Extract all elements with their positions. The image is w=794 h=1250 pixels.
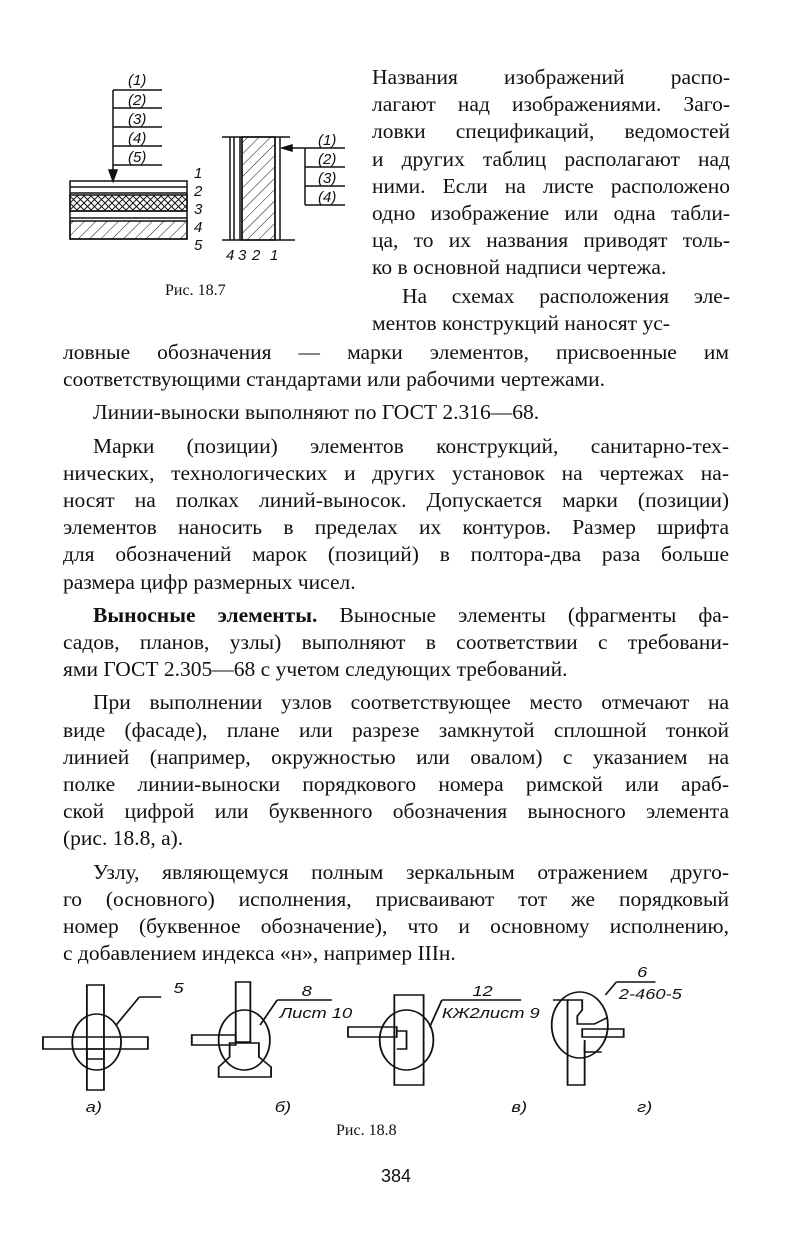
detail-label: г) xyxy=(637,1098,653,1116)
text-line: (рис. 18.8, а). xyxy=(63,826,184,851)
text-line: ями ГОСТ 2.305—68 с учетом следующих требований. xyxy=(63,657,568,682)
paragraph xyxy=(63,339,729,393)
text-line: При выполнении узлов соответствующее место отмечают на xyxy=(93,690,729,715)
paragraph xyxy=(63,859,729,968)
sheet-ref: КЖ2лист 9 xyxy=(441,1004,540,1022)
text-line: виде (фасаде), плане или разрезе замкнутой сплошной тонкой xyxy=(63,717,729,742)
layer-number: 1 xyxy=(194,165,203,182)
detail-mark: 6 xyxy=(637,963,648,981)
layer-number: 2 xyxy=(252,247,261,264)
layer-number: 3 xyxy=(194,201,203,218)
paragraph xyxy=(63,689,729,852)
paragraph xyxy=(63,433,729,596)
leader-label: (1) xyxy=(318,132,337,149)
text-line: ловки спецификаций, ведомостей xyxy=(372,119,730,144)
page-number: 384 xyxy=(381,1166,412,1186)
text-line: ской цифрой или буквенного обозначения выносного элемента xyxy=(63,799,729,824)
text-line: нических, технологических и других установок на чертежах на- xyxy=(63,460,729,485)
layer-number: 4 xyxy=(226,247,235,264)
text-line: элементов наносить в пределах их контуров. Размер шрифта xyxy=(63,515,729,540)
fig-18-8-a xyxy=(43,980,184,1116)
text-line: одно изображение или одна табли- xyxy=(372,201,730,226)
text-line: и других таблиц располагают над xyxy=(372,146,730,171)
text-line: Названия изображений распо- xyxy=(372,65,730,89)
fig-18-8-g xyxy=(552,964,683,1116)
run-in-heading: Выносные элементы. xyxy=(93,602,318,627)
text-line: ними. Если на листе расположено xyxy=(372,173,730,198)
detail-mark: 12 xyxy=(472,982,493,1000)
figure-caption: Рис. 18.8 xyxy=(336,1122,397,1139)
text-line: На схемах расположения эле- xyxy=(402,283,730,308)
layer-number: 1 xyxy=(270,247,279,264)
text-line xyxy=(63,602,729,629)
paragraph xyxy=(63,602,729,684)
side-text-column xyxy=(372,64,730,337)
text-line: Узлу, являющемуся полным зеркальным отражением друго- xyxy=(93,859,729,884)
detail-label: а) xyxy=(85,1098,102,1116)
text-line: соответствующими стандартами или рабочими чертежами. xyxy=(63,367,605,392)
text-line: ца, то их названия приводят толь- xyxy=(372,228,730,253)
text-line: ко в основной надписи чертежа. xyxy=(372,255,667,280)
text-line: полке линии-выноски порядкового номера римской или араб- xyxy=(63,772,729,797)
leader-label: (2) xyxy=(128,92,147,109)
text-line: носят на полках линий-выносок. Допускается марки (позиции) xyxy=(63,488,729,513)
text-line: го (основного) исполнения, присваивают тот же порядковый xyxy=(63,886,729,911)
fig-18-8-v xyxy=(348,983,540,1116)
text-line: садов, планов, узлы) выполняют в соответствии с требовани- xyxy=(63,630,729,655)
main-text xyxy=(63,339,729,967)
layer-number: 4 xyxy=(194,219,203,236)
text-line: Линии-выноски выполняют по ГОСТ 2.316—68. xyxy=(93,400,540,425)
detail-label: в) xyxy=(511,1098,528,1116)
layer-number: 3 xyxy=(238,247,247,264)
detail-mark: 5 xyxy=(173,979,184,997)
text-line: лагают над изображениями. Заго- xyxy=(372,92,730,117)
text-line: с добавлением индекса «н», например IIIн. xyxy=(63,941,456,966)
text-line: номер (буквенное обозначение), что и основному исполнению, xyxy=(63,914,729,939)
fig-18-7-floor-section xyxy=(70,72,203,254)
fig-18-8-b xyxy=(192,982,353,1116)
detail-label: б) xyxy=(274,1098,292,1116)
detail-mark: 8 xyxy=(301,982,312,1000)
text-run: Выносные элементы (фрагменты фа- xyxy=(317,602,729,627)
paragraph xyxy=(63,399,729,426)
paragraph xyxy=(372,64,730,282)
layer-number: 2 xyxy=(194,183,203,200)
paragraph xyxy=(372,283,730,337)
layer-number: 5 xyxy=(194,237,203,254)
text-line: ловные обозначения — марки элементов, присвоенные им xyxy=(63,340,729,364)
figure-caption: Рис. 18.7 xyxy=(165,282,226,299)
text-line: для обозначений марок (позиций) в полтора-два раза больше xyxy=(63,542,729,567)
leader-label: (4) xyxy=(318,189,337,206)
text-line: размера цифр размерных чисел. xyxy=(63,569,356,594)
leader-label: (5) xyxy=(128,149,147,166)
sheet-ref: Лист 10 xyxy=(279,1004,353,1022)
text-line: Марки (позиции) элементов конструкций, санитарно-тех- xyxy=(93,433,729,458)
leader-label: (3) xyxy=(318,170,337,187)
leader-label: (3) xyxy=(128,111,147,128)
leader-label: (2) xyxy=(318,151,337,168)
leader-label: (4) xyxy=(128,130,147,147)
fig-18-7-wall-section xyxy=(222,132,345,264)
text-line: ментов конструкций наносят ус- xyxy=(372,310,670,335)
leader-label: (1) xyxy=(128,72,147,89)
sheet-ref: 2-460-5 xyxy=(618,985,682,1003)
text-line: линией (например, окружностью или овалом) с указанием на xyxy=(63,744,729,769)
